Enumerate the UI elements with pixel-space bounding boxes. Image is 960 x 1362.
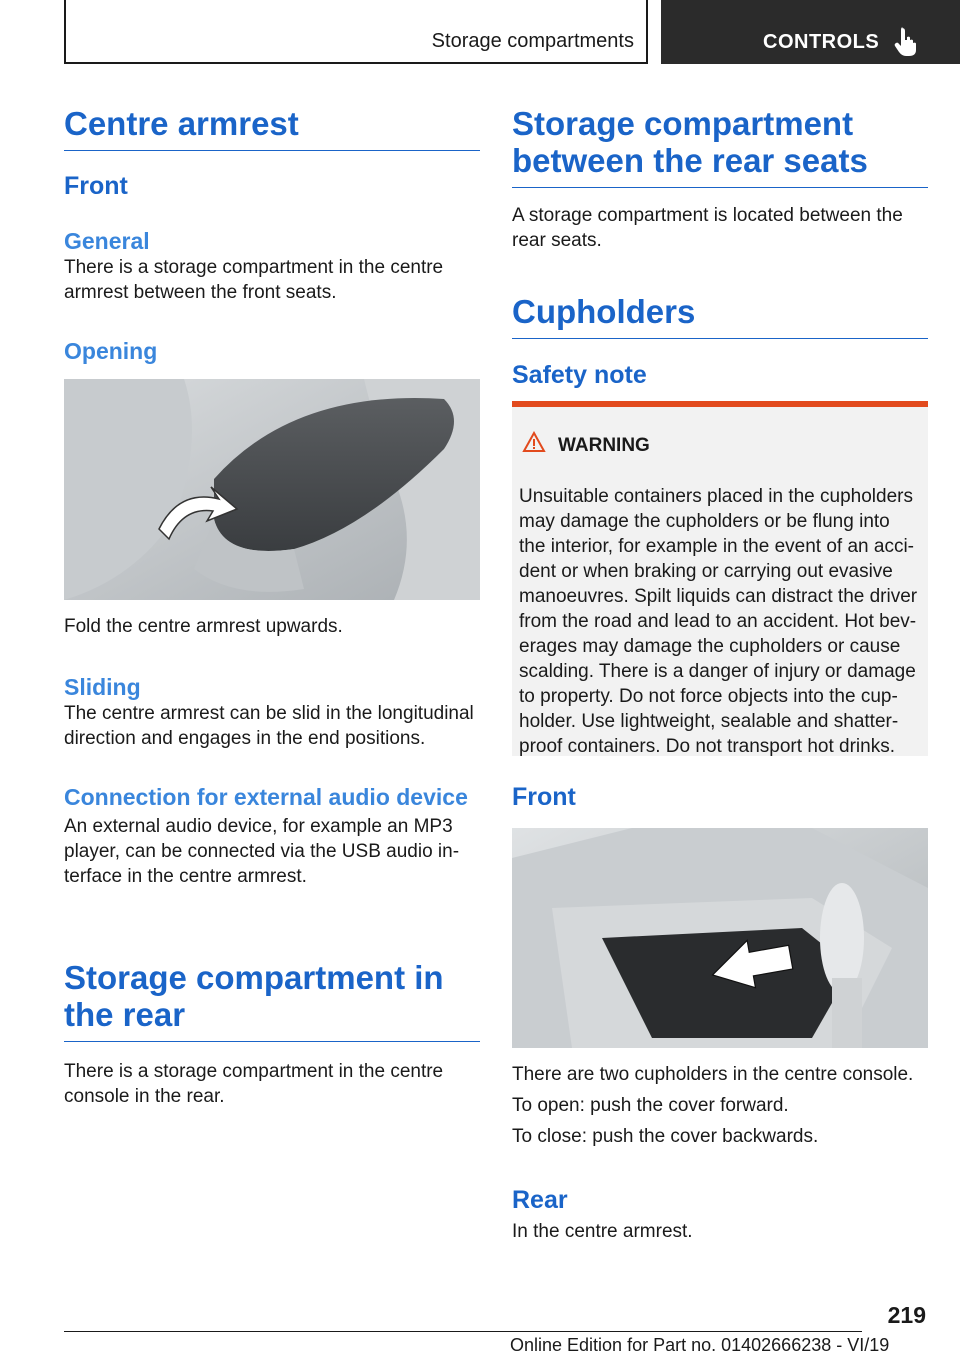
heading-general: General bbox=[64, 228, 150, 254]
heading-rear: Rear bbox=[512, 1186, 568, 1214]
header-chapter-title: CONTROLS bbox=[763, 31, 880, 53]
text-front-3: To close: push the cover backwards. bbox=[512, 1126, 819, 1147]
heading-storage-rear: Storage compartment in the rear bbox=[64, 959, 480, 1042]
heading-front-cupholder: Front bbox=[512, 783, 576, 811]
heading-safety-note: Safety note bbox=[512, 361, 647, 389]
text-connection: An external audio device, for example an MP3 player, can be connected via the USB audio in-terface in the centre armrest. bbox=[64, 816, 460, 887]
warning-title: WARNING bbox=[558, 435, 650, 456]
armrest-illustration bbox=[64, 379, 480, 600]
heading-centre-armrest: Centre armrest bbox=[64, 105, 480, 151]
text-general: There is a storage compartment in the centre armrest between the front seats. bbox=[64, 257, 444, 303]
cupholder-illustration bbox=[512, 828, 928, 1048]
heading-opening: Opening bbox=[64, 338, 158, 364]
text-front-1: There are two cupholders in the centre console. bbox=[512, 1064, 914, 1085]
warning-box bbox=[512, 401, 928, 756]
text-rear: In the centre armrest. bbox=[512, 1221, 693, 1242]
footer-divider bbox=[64, 1331, 862, 1332]
heading-connection: Connection for external audio device bbox=[64, 784, 468, 810]
text-front-2: To open: push the cover forward. bbox=[512, 1095, 789, 1116]
edition-text: Online Edition for Part no. 01402666238 - VI/19 bbox=[510, 1335, 890, 1355]
cupholder-image bbox=[512, 828, 928, 1048]
page-number: 219 bbox=[887, 1302, 926, 1328]
text-opening: Fold the centre armrest upwards. bbox=[64, 616, 343, 637]
text-sliding: The centre armrest can be slid in the longitudinal direction and engages in the end positions. bbox=[64, 703, 474, 749]
warning-triangle-icon bbox=[522, 431, 546, 453]
left-column bbox=[64, 105, 480, 151]
heading-sliding: Sliding bbox=[64, 674, 141, 700]
header-chapter-box bbox=[661, 0, 960, 64]
armrest-image bbox=[64, 379, 480, 600]
heading-cupholders: Cupholders bbox=[512, 293, 928, 339]
text-storage-rear: There is a storage compartment in the centre console in the rear. bbox=[64, 1061, 444, 1107]
text-between-seats: A storage compartment is located between the rear seats. bbox=[512, 205, 903, 251]
pointing-hand-icon bbox=[893, 26, 921, 56]
header-section-box bbox=[64, 0, 648, 64]
right-column bbox=[512, 105, 928, 188]
header-section-title: Storage compartments bbox=[431, 30, 634, 52]
warning-text: Unsuitable containers placed in the cupholders may damage the cupholders or be flung into the interior, for example in the event of an acci-dent or when braking or carrying out evasive manoeuvres. Spilt liquids can distract the driver from the road and lead to an accident. Hot bev-erages may damage the cupholders or cause scalding. There is a danger of injury or damage to property. Do not force objects into the cup-holder. Use lightweight, sealable and shatter-proof containers. Do not transport hot drinks. bbox=[519, 486, 918, 757]
heading-between-seats: Storage compartment between the rear seats bbox=[512, 105, 928, 188]
heading-front: Front bbox=[64, 172, 128, 200]
